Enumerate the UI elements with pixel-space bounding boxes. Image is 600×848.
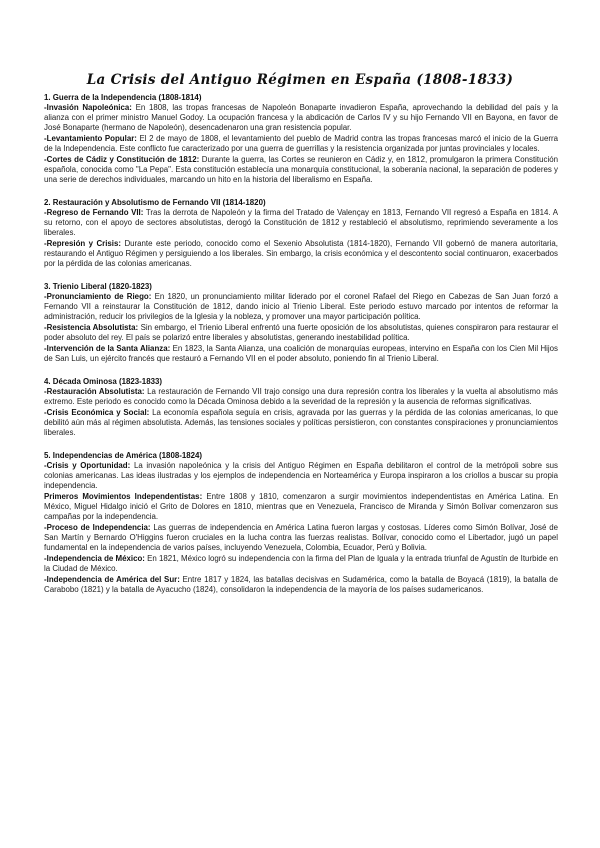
paragraph xyxy=(44,344,558,364)
paragraph xyxy=(44,387,558,407)
section-heading: 4. Década Ominosa (1823-1833) xyxy=(44,377,162,386)
paragraph xyxy=(44,492,558,522)
paragraph xyxy=(44,239,558,269)
document-body xyxy=(44,93,558,608)
paragraph-text: La economía española seguía en crisis, agravada por las guerras y la pérdida de las colonias americanas, lo que debilitó aún más al régimen absolutista. Además, las tensiones sociales y políticas persistieron, con constantes conspiraciones y pronunciamientos liberales. xyxy=(44,408,558,437)
paragraph-term: -Crisis y Oportunidad: xyxy=(44,461,131,470)
paragraph xyxy=(44,292,558,322)
paragraph-term: -Regreso de Fernando VII: xyxy=(44,208,144,217)
paragraph-term: -Invasión Napoleónica: xyxy=(44,103,132,112)
paragraph-text: Entre 1817 y 1824, las batallas decisivas en Sudamérica, como la batalla de Boyacá (1819), la batalla de Carabobo (1821) y la batalla de Ayacucho (1824), consolidaron la independencia de la mayoría de los países sudamericanos. xyxy=(44,575,558,594)
section-4 xyxy=(44,377,558,438)
paragraph-term: -Cortes de Cádiz y Constitución de 1812: xyxy=(44,155,200,164)
paragraph-text: Durante la guerra, las Cortes se reunieron en Cádiz y, en 1812, promulgaron la primera Constitución española, conocida como "La Pepa". Esta constitución establecía una monarquía constitucional, la soberanía nacional, la separación de poderes y una serie de derechos individuales, marcando un hito en la historia del liberalismo en España. xyxy=(44,155,558,184)
paragraph xyxy=(44,208,558,238)
paragraph-term: -Pronunciamiento de Riego: xyxy=(44,292,152,301)
paragraph xyxy=(44,103,558,133)
section-3 xyxy=(44,282,558,364)
document-title: La Crisis del Antiguo Régimen en España (1808-1833) xyxy=(86,72,514,88)
paragraph-term: -Crisis Económica y Social: xyxy=(44,408,150,417)
paragraph-term: -Represión y Crisis: xyxy=(44,239,122,248)
section-heading: 2. Restauración y Absolutismo de Fernando VII (1814-1820) xyxy=(44,198,266,207)
paragraph-term: -Restauración Absolutista: xyxy=(44,387,145,396)
paragraph xyxy=(44,155,558,185)
paragraph-term: -Levantamiento Popular: xyxy=(44,134,137,143)
paragraph xyxy=(44,408,558,438)
section-heading: 5. Independencias de América (1808-1824) xyxy=(44,451,203,460)
paragraph xyxy=(44,461,558,491)
paragraph-text: Entre 1808 y 1810, comenzaron a surgir movimientos independentistas en América Latina. En México, Miguel Hidalgo inició el Grito de Dolores en 1810, mientras que en Venezuela, Francisco de Miranda y Simón Bolívar comenzaron sus campañas por la independencia. xyxy=(44,492,558,521)
paragraph-text: Tras la derrota de Napoleón y la firma del Tratado de Valençay en 1813, Fernando VII regresó a España en 1814. A su retorno, con el apoyo de sectores absolutistas, derogó la Constitución de 1812 y restableció el absolutismo, reprimiendo severamente a los liberales. xyxy=(44,208,558,237)
paragraph-term: -Intervención de la Santa Alianza: xyxy=(44,344,171,353)
paragraph-text: En 1808, las tropas francesas de Napoleón Bonaparte invadieron España, aprovechando la debilidad del país y la alianza con el primer ministro Manuel Godoy. La ocupación francesa y la abdicación de Carlos IV y su hijo Fernando VII en Bayona, en favor de José Bonaparte (hermano de Napoleón), desencadenaron una gran resistencia popular. xyxy=(44,103,558,132)
paragraph-text: El 2 de mayo de 1808, el levantamiento del pueblo de Madrid contra las tropas francesas marcó el inicio de la Guerra de la Independencia. Este conflicto fue caracterizado por una guerra de guerrillas y la resistencia organizada por juntas provinciales y locales. xyxy=(44,134,558,153)
paragraph xyxy=(44,554,558,574)
paragraph-term: -Proceso de Independencia: xyxy=(44,523,151,532)
paragraph-text: La restauración de Fernando VII trajo consigo una dura represión contra los liberales y la vuelta al absolutismo más extremo. Este periodo es conocido como la Década Ominosa debido a la severidad de la represión y la ausencia de reformas significativas. xyxy=(44,387,558,406)
paragraph-term: Primeros Movimientos Independentistas: xyxy=(44,492,203,501)
section-1 xyxy=(44,93,558,185)
paragraph-text: En 1821, México logró su independencia con la firma del Plan de Iguala y la entrada triunfal de Agustín de Iturbide en la Ciudad de México. xyxy=(44,554,558,573)
paragraph xyxy=(44,323,558,343)
paragraph-term: -Independencia de México: xyxy=(44,554,145,563)
paragraph-text: La invasión napoleónica y la crisis del Antiguo Régimen en España debilitaron el control de la metrópoli sobre sus colonias americanas. Las ideas ilustradas y los ejemplos de independencia en Norteamérica y Europa inspiraron a los criollos a buscar su propia independencia. xyxy=(44,461,559,490)
paragraph-term: -Independencia de América del Sur: xyxy=(44,575,180,584)
section-5 xyxy=(44,451,558,595)
section-heading: 1. Guerra de la Independencia (1808-1814) xyxy=(44,93,202,102)
paragraph-text: Las guerras de independencia en América Latina fueron largas y costosas. Líderes como Simón Bolívar, José de San Martín y Bernardo O'Higgins fueron cruciales en la lucha contra las fuerzas realistas. Bolívar, conocido como el Libertador, jugó un papel fundamental en la independencia de varios países, incluyendo Venezuela, Colombia, Ecuador, Perú y Bolivia. xyxy=(44,523,559,552)
paragraph-term: -Resistencia Absolutista: xyxy=(44,323,139,332)
paragraph-text: En 1823, la Santa Alianza, una coalición de monarquías europeas, intervino en España con los Cien Mil Hijos de San Luis, un ejército francés que restauró a Fernando VII en el poder absoluto, poniendo fin al Trienio Liberal. xyxy=(44,344,558,363)
paragraph xyxy=(44,523,558,553)
paragraph-text: En 1820, un pronunciamiento militar liderado por el coronel Rafael del Riego en Cabezas de San Juan forzó a Fernando VII a reinstaurar la Constitución de 1812, dando inicio al Trienio Liberal. Este periodo estuvo marcado por intentos de reformar la administración, reducir los privilegios de la Iglesia y la nobleza, y promover una mayor participación política. xyxy=(44,292,558,321)
paragraph-text: Sin embargo, el Trienio Liberal enfrentó una fuerte oposición de los absolutistas, quienes conspiraron para restaurar el poder absoluto del rey. El país se polarizó entre liberales y absolutistas, generando inestabilidad política. xyxy=(44,323,558,342)
section-2 xyxy=(44,198,558,269)
paragraph xyxy=(44,134,558,154)
paragraph xyxy=(44,575,558,595)
section-heading: 3. Trienio Liberal (1820-1823) xyxy=(44,282,152,291)
paragraph-text: Durante este periodo, conocido como el Sexenio Absolutista (1814-1820), Fernando VII gobernó de manera autoritaria, restaurando el Antiguo Régimen y persiguiendo a los liberales. Sin embargo, la crisis económica y el descontento social continuaron, exacerbados por la pérdida de las colonias americanas. xyxy=(44,239,558,268)
